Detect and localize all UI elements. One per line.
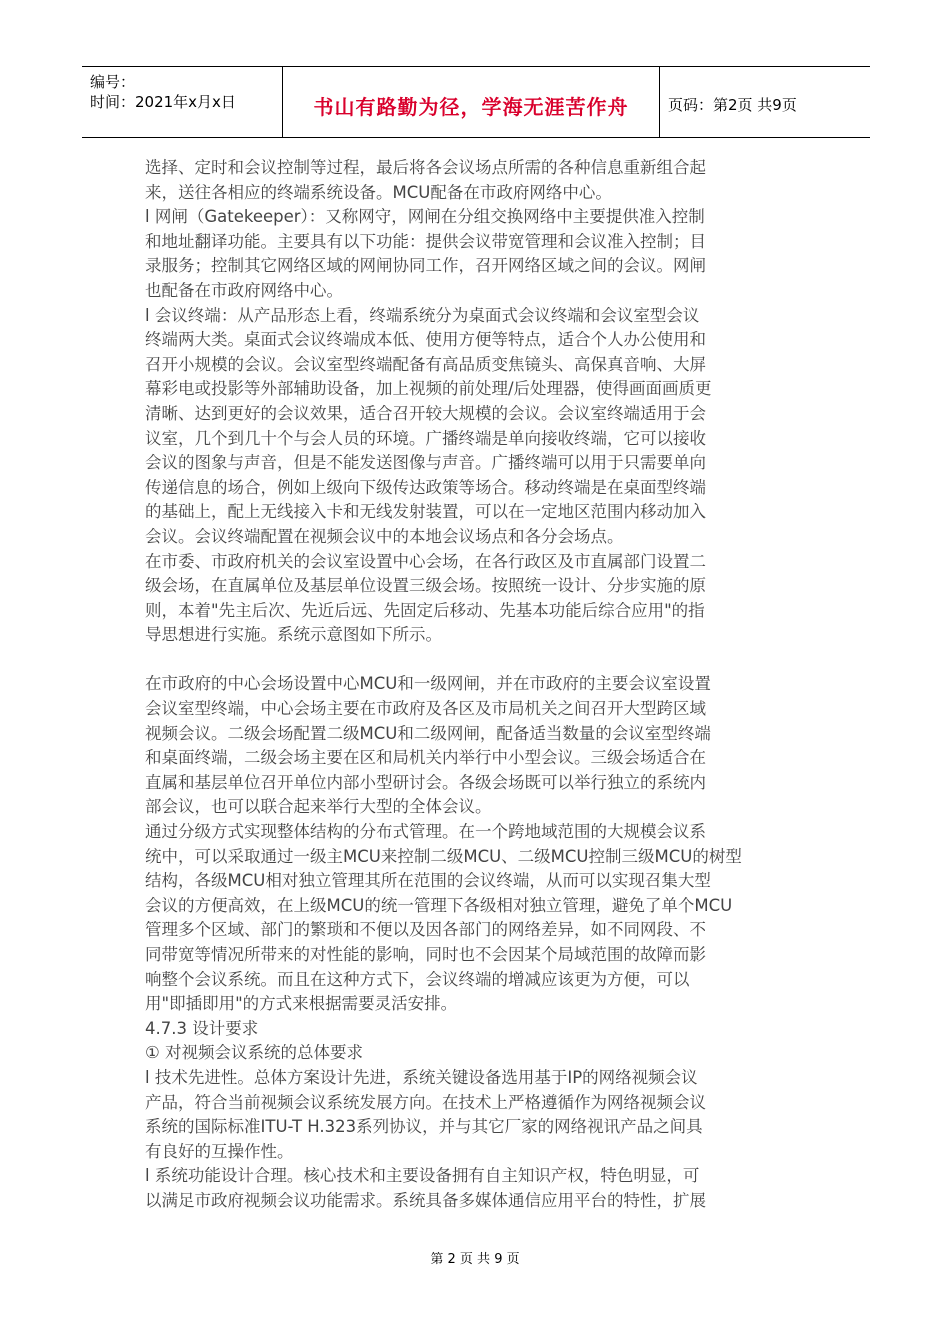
text-line xyxy=(145,648,807,673)
text-line: l 系统功能设计合理。核心技术和主要设备拥有自主知识产权，特色明显，可 xyxy=(145,1166,700,1186)
text-line: 终端两大类。桌面式会议终端成本低、使用方便等特点，适合个人办公使用和 xyxy=(145,330,706,350)
text-line: 用"即插即用"的方式来根据需要灵活安排。 xyxy=(145,994,458,1014)
text-line: 和地址翻译功能。主要具有以下功能：提供会议带宽管理和会议准入控制；目 xyxy=(145,231,706,251)
text-line: 来，送往各相应的终端系统设备。MCU配备在市政府网络中心。 xyxy=(145,182,612,202)
text-line: 响整个会议系统。而且在这种方式下，会议终端的增减应该更为方便，可以 xyxy=(145,969,690,989)
text-line: 统中，可以采取通过一级主MCU来控制二级MCU、二级MCU控制三级MCU的树型 xyxy=(145,846,742,866)
header-meta-cell xyxy=(82,67,282,137)
text-line: 导思想进行实施。系统示意图如下所示。 xyxy=(145,625,442,645)
text-line: 部会议，也可以联合起来举行大型的全体会议。 xyxy=(145,797,492,817)
page-header xyxy=(82,66,870,138)
text-line: l 技术先进性。总体方案设计先进，系统关键设备选用基于IP的网络视频会议 xyxy=(145,1067,698,1087)
text-line: 同带宽等情况所带来的对性能的影响，同时也不会因某个局域范围的故障而影 xyxy=(145,945,706,964)
text-line: 产品，符合当前视频会议系统发展方向。在技术上严格遵循作为网络视频会议 xyxy=(145,1092,706,1112)
text-line: 视频会议。二级会场配置二级MCU和二级网闸，配备适当数量的会议室型终端 xyxy=(145,723,711,743)
text-line: 在市政府的中心会场设置中心MCU和一级网闸，并在市政府的主要会议室设置 xyxy=(145,674,711,694)
text-line: 结构，各级MCU相对独立管理其所在范围的会议终端，从而可以实现召集大型 xyxy=(145,871,711,891)
document-number-label: 编号： xyxy=(90,73,136,91)
text-line: 会议。会议终端配置在视频会议中的本地会议场点和各分会场点。 xyxy=(145,526,624,546)
text-line: l 网闸（Gatekeeper）：又称网守，网闸在分组交换网络中主要提供准入控制 xyxy=(145,207,705,227)
text-line: 通过分级方式实现整体结构的分布式管理。在一个跨地域范围的大规模会议系 xyxy=(145,822,706,842)
text-line: 直属和基层单位召开单位内部小型研讨会。各级会场既可以举行独立的系统内 xyxy=(145,772,706,792)
text-line: 选择、定时和会议控制等过程，最后将各会议场点所需的各种信息重新组合起 xyxy=(145,158,706,177)
text-line: 也配备在市政府网络中心。 xyxy=(145,280,343,300)
text-line: 则，本着"先主后次、先近后远、先固定后移动、先基本功能后综合应用"的指 xyxy=(145,600,705,620)
header-motto-cell xyxy=(282,67,660,137)
document-date: 时间：2021年x月x日 xyxy=(90,93,236,111)
header-motto: 书山有路勤为径，学海无涯苦作舟 xyxy=(313,95,629,119)
text-line: 4.7.3 设计要求 xyxy=(145,1018,259,1038)
text-line: 会议室型终端，中心会场主要在市政府及各区及市局机关之间召开大型跨区域 xyxy=(145,699,706,719)
text-line: l 会议终端：从产品形态上看，终端系统分为桌面式会议终端和会议室型会议 xyxy=(145,305,700,325)
text-line: 系统的国际标准ITU-T H.323系列协议，并与其它厂家的网络视讯产品之间具 xyxy=(145,1117,703,1137)
text-line: 会议的图象与声音，但是不能发送图像与声音。广播终端可以用于只需要单向 xyxy=(145,453,706,473)
text-line: 幕彩电或投影等外部辅助设备，加上视频的前处理/后处理器，使得画面画质更 xyxy=(145,379,712,399)
text-line: 议室，几个到几十个与会人员的环境。广播终端是单向接收终端，它可以接收 xyxy=(145,428,706,448)
text-line: 录服务；控制其它网络区域的网闸协同工作，召开网络区域之间的会议。网闸 xyxy=(145,256,706,276)
text-line: 以满足市政府视频会议功能需求。系统具备多媒体通信应用平台的特性，扩展 xyxy=(145,1190,706,1210)
text-line: 管理多个区域、部门的繁琐和不便以及因各部门的网络差异，如不同网段、不 xyxy=(145,920,706,940)
text-line: 级会场，在直属单位及基层单位设置三级会场。按照统一设计、分步实施的原 xyxy=(145,576,706,596)
text-line: 和桌面终端，二级会场主要在区和局机关内举行中小型会议。三级会场适合在 xyxy=(145,748,706,768)
document-body xyxy=(145,156,807,1214)
header-page-number: 页码：第2页 共9页 xyxy=(668,96,797,114)
text-line: 会议的方便高效，在上级MCU的统一管理下各级相对独立管理，避免了单个MCU xyxy=(145,895,733,915)
text-line: 清晰、达到更好的会议效果，适合召开较大规模的会议。会议室终端适用于会 xyxy=(145,403,706,423)
text-line: 有良好的互操作性。 xyxy=(145,1141,294,1161)
text-line: 召开小规模的会议。会议室型终端配备有高品质变焦镜头、高保真音响、大屏 xyxy=(145,354,706,374)
page-footer: 第 2 页 共 9 页 xyxy=(430,1252,520,1267)
text-line: 在市委、市政府机关的会议室设置中心会场，在各行政区及市直属部门设置二 xyxy=(145,551,706,571)
text-line: ① 对视频会议系统的总体要求 xyxy=(145,1043,364,1063)
text-line: 传递信息的场合，例如上级向下级传达政策等场合。移动终端是在桌面型终端 xyxy=(145,477,706,497)
text-line: 的基础上，配上无线接入卡和无线发射装置，可以在一定地区范围内移动加入 xyxy=(145,502,706,522)
header-page-cell xyxy=(660,67,870,137)
